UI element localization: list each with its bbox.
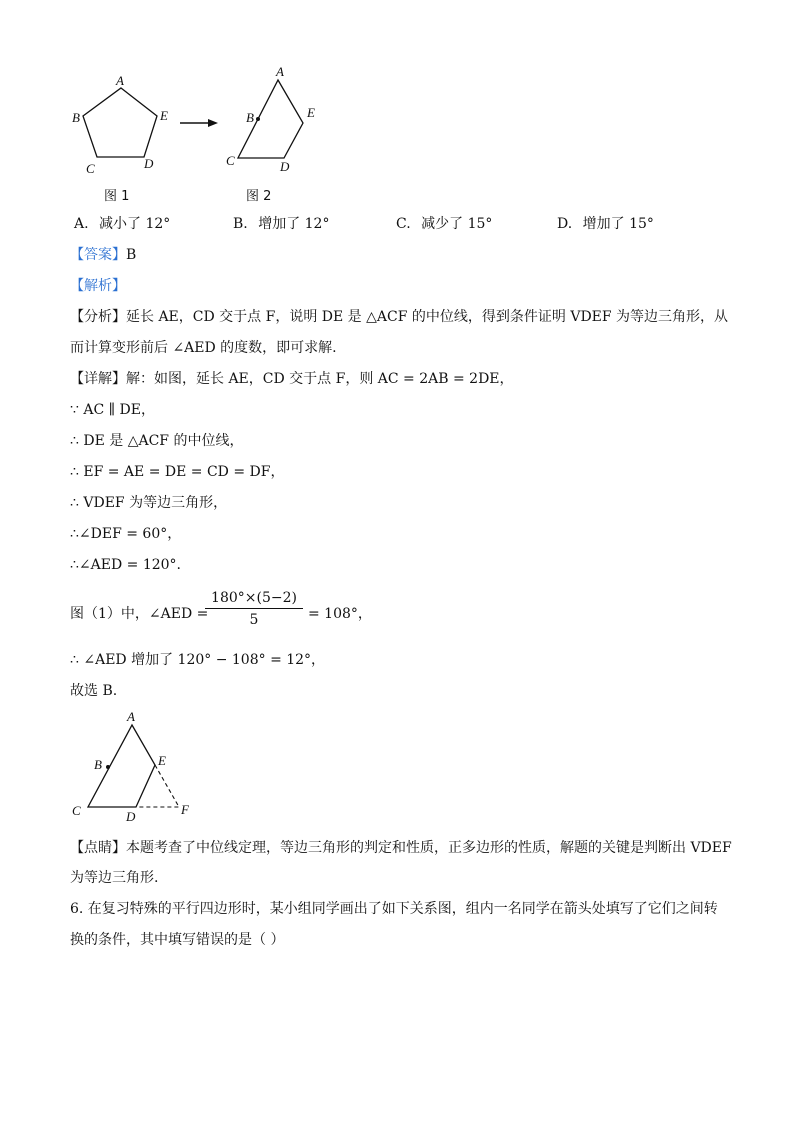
fig1-caption: 图 1 <box>104 189 130 204</box>
xiangjie-line-6: ∴∠DEF = 60°， <box>70 526 182 542</box>
fraction-result: = 108°， <box>308 606 372 622</box>
dianjing-line-1 <box>70 838 732 858</box>
option-d-letter: D. <box>557 216 573 232</box>
option-c-letter: C. <box>396 216 411 232</box>
xiangjie-line-7: ∴∠AED = 120°. <box>70 557 181 573</box>
fraction-prefix: 图（1）中，∠AED = <box>70 606 209 622</box>
option-d-text: 增加了 15° <box>582 216 654 232</box>
question6-line-1: 6. 在复习特殊的平行四边形时，某小组同学画出了如下关系图，组内一名同学在箭头处填写了它们之间转 <box>70 901 718 917</box>
fig3-dashed-lines <box>136 765 179 807</box>
option-c-text: 减少了 15° <box>421 216 493 232</box>
xiangjie-line-3: ∴ DE 是 △ACF 的中位线， <box>70 433 244 449</box>
xiangjie-line-1 <box>70 369 514 389</box>
fig2-caption: 图 2 <box>246 189 272 204</box>
fig3-label-c: C <box>72 803 81 818</box>
fig2-label-a: A <box>276 64 284 79</box>
fenxi-text-1: 延长 AE，CD 交于点 F，说明 DE 是 △ACF 的中位线，得到条件证明 VDEF 为等边三角形，从 <box>126 309 729 325</box>
dianjing-line-2: 为等边三角形. <box>70 870 159 886</box>
fig1-label-b: B <box>72 110 80 125</box>
fig1-label-e: E <box>160 108 168 123</box>
fig2-point-b <box>256 117 260 121</box>
fig2-label-d: D <box>280 159 290 174</box>
fig2-label-c: C <box>226 153 235 168</box>
fig2-label-b: B <box>246 110 254 125</box>
figure-solution <box>60 705 210 830</box>
dianjing-label: 【点睛】 <box>70 840 126 856</box>
option-b-letter: B. <box>233 216 248 232</box>
xiangjie-line-9: ∴ ∠AED 增加了 120° − 108° = 12°， <box>70 652 326 668</box>
dianjing-text-1: 本题考查了中位线定理，等边三角形的判定和性质，正多边形的性质，解题的关键是判断出 VDEF <box>126 840 732 856</box>
fig1-label-a: A <box>116 73 124 88</box>
xiangjie-line-10: 故选 B. <box>70 683 118 699</box>
option-c <box>396 213 492 233</box>
fig2-label-e: E <box>307 105 315 120</box>
arrow-head <box>208 119 218 127</box>
fig1-label-d: D <box>144 156 154 171</box>
option-b-text: 增加了 12° <box>258 216 330 232</box>
fraction-denominator: 5 <box>249 612 259 628</box>
fig3-label-b: B <box>94 757 102 772</box>
fig1-label-c: C <box>86 161 95 176</box>
xiangjie-text-1: 解：如图，延长 AE，CD 交于点 F，则 AC = 2AB = 2DE， <box>126 371 514 387</box>
xiangjie-line-2: ∵ AC ∥ DE， <box>70 402 155 418</box>
pentagon-shape <box>83 88 157 157</box>
analysis-label: 【解析】 <box>70 278 126 294</box>
fig3-label-f: F <box>181 802 189 817</box>
option-b <box>233 213 329 233</box>
answer-label: 【答案】 <box>70 247 126 263</box>
fig3-point-b <box>106 765 110 769</box>
xiangjie-line-4: ∴ EF = AE = DE = CD = DF， <box>70 464 285 480</box>
fenxi-line-2: 而计算变形前后 ∠AED 的度数，即可求解. <box>70 340 337 356</box>
question6-line-2: 换的条件，其中填写错误的是（ ） <box>70 932 285 948</box>
answer-value: B <box>126 247 137 263</box>
option-a-text: 减小了 12° <box>99 216 171 232</box>
answer-line <box>70 245 136 265</box>
xiangjie-line-5: ∴ VDEF 为等边三角形， <box>70 495 228 511</box>
fenxi-line-1 <box>70 307 728 327</box>
fenxi-label: 【分析】 <box>70 309 126 325</box>
fraction <box>205 590 303 628</box>
fraction-numerator: 180°×(5−2) <box>205 590 303 609</box>
xiangjie-label: 【详解】 <box>70 371 126 387</box>
option-a-letter: A. <box>74 216 89 232</box>
option-d <box>557 213 654 233</box>
fig3-label-a: A <box>127 709 135 724</box>
fig3-label-e: E <box>158 753 166 768</box>
option-a <box>74 213 170 233</box>
fig3-label-d: D <box>126 809 136 824</box>
